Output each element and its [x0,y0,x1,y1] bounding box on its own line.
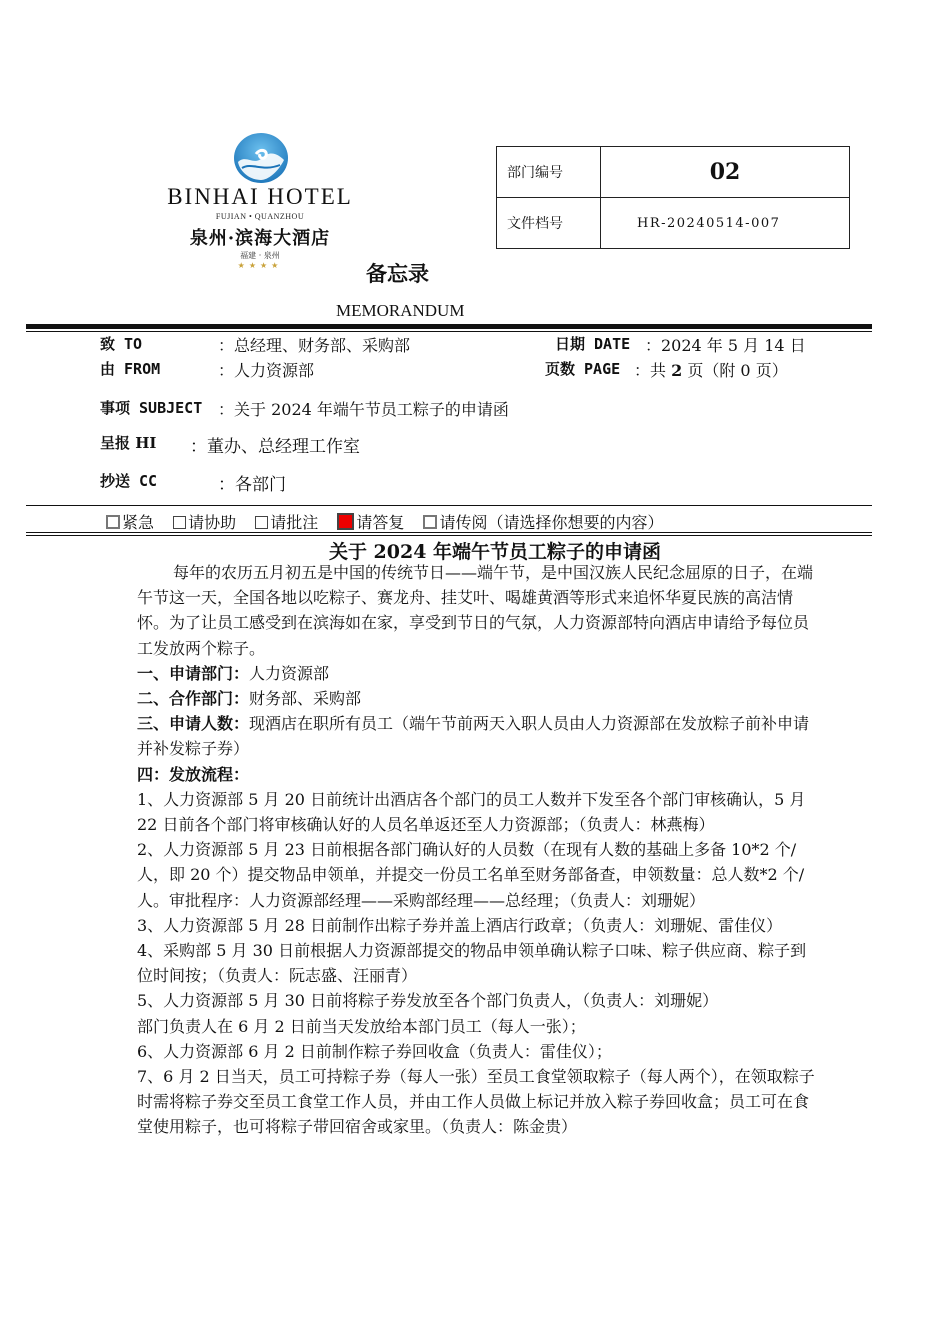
section-3-value: 现酒店在职所有员工（端午节前两天入职人员由人力资源部在发放粽子前补申请并补发粽子券） [137,714,810,759]
cc-row [100,470,157,491]
page-row [545,358,620,379]
option-urgent[interactable] [106,513,154,532]
section-1 [137,661,817,686]
options-rule-top [26,505,872,506]
date-label: 日期 DATE [555,335,631,353]
option-approve[interactable] [255,513,318,532]
section-2-label: 二、合作部门： [137,689,250,709]
header-rule-top [26,324,872,329]
assist-checkbox[interactable] [173,516,186,529]
section-2-value: 财务部、采购部 [249,689,362,709]
header-rule-top-thin [26,331,872,332]
dept-number-label: 部门编号 [497,147,601,198]
option-circulate[interactable] [423,513,663,532]
section-4-label: 四：发放流程： [137,764,250,784]
section-3-label: 三、申请人数： [137,714,250,734]
section-2 [137,686,817,711]
reference-table [496,146,850,249]
action-options [106,510,677,533]
logo-chinese-name: 泉州·滨海大酒店 [189,228,331,249]
subject-value: ：关于 2024 年端午节员工粽子的申请函 [218,400,509,419]
intro-paragraph: 每年的农历五月初五是中国的传统节日——端午节，是中国汉族人民纪念屈原的日子，在端午节这一天，全国各地以吃粽子、赛龙舟、挂艾叶、喝雄黄酒等形式来追怀华夏民族的高洁情怀。为了让员工感受到在滨海如在家，享受到节日的气氛，人力资源部特向酒店申请给予每位员工发放两个粽子。 [137,563,814,658]
memo-title-en: MEMORANDUM [336,301,465,320]
reply-checkbox-checked[interactable] [337,513,354,530]
logo-brand-text: BINHAI HOTEL [167,184,353,209]
page-count: 2 [671,361,683,380]
process-item: 4、采购部 5 月 30 日前根据人力资源部提交的物品申领单确认粽子口味、粽子供应商、粽子到位时间按；（负责人：阮志盛、汪丽青） [137,941,807,986]
approve-label: 请批注 [270,513,319,532]
process-item: 5、人力资源部 5 月 30 日前将粽子券发放至各个部门负责人，（负责人：刘珊妮） [137,991,719,1011]
process-item: 6、人力资源部 6 月 2 日前制作粽子券回收盒（负责人：雷佳仪）； [137,1041,612,1061]
section-1-label: 一、申请部门： [137,663,250,683]
to-value: ：总经理、财务部、采购部 [218,336,411,355]
process-item: 部门负责人在 6 月 2 日前当天发放给本部门员工（每人一张）； [137,1016,586,1036]
subject-label: 事项 SUBJECT [100,399,203,417]
hi-label: 呈报 HI [100,434,157,452]
process-item: 1、人力资源部 5 月 20 日前统计出酒店各个部门的员工人数并下发至各个部门审核确认，5 月 22 日前各个部门将审核确认好的人员名单返还至人力资源部；（负责人：林燕梅） [137,789,806,835]
hotel-logo [160,132,360,282]
cc-value: ：各部门 [218,475,286,495]
to-label: 致 TO [100,335,143,353]
dept-number-value: 02 [601,147,850,198]
to-row [100,333,142,354]
from-row [100,358,160,379]
options-rule-bottom-2 [26,535,872,536]
date-row [555,333,630,354]
logo-subtitle: FUJIAN • QUANZHOU [215,212,305,221]
option-assist[interactable] [173,513,236,532]
assist-label: 请协助 [188,513,237,532]
circulate-label: 请传阅（请选择你想要的内容） [439,513,664,532]
subject-row [100,397,202,418]
option-reply[interactable] [337,513,404,532]
process-item: 7、6 月 2 日当天，员工可持粽子券（每人一张）至员工食堂领取粽子（每人两个），在领取粽子时需将粽子券交至员工食堂工作人员，并由工作人员做上标记并放入粽子券回收盒；员工可在食堂使用粽子，也可将粽子带回宿舍或家里。（负责人：陈金贵） [137,1067,815,1137]
process-item: 3、人力资源部 5 月 28 日前制作出粽子券并盖上酒店行政章；（负责人：刘珊妮、雷佳仪） [137,915,783,935]
memo-title-cn: 备忘录 [366,261,429,286]
page-value [634,358,788,381]
section-3 [137,711,817,761]
wave-logo-icon [232,132,290,184]
from-label: 由 FROM [100,360,161,378]
body-title: 关于 2024 年端午节员工粽子的申请函 [328,541,662,563]
process-item: 2、人力资源部 5 月 23 日前根据各部门确认好的人员数（在现有人数的基础上多备 10*2 个/人，即 20 个）提交物品申领单，并提交一份员工名单至财务部备查，申领数量：总人数*2 个/人。审批程序：人力资源部经理——采购部经理——总经理；（负责人：刘珊妮） [137,840,805,910]
hi-row [100,432,156,453]
ref-row-dept [497,147,850,198]
date-value: ：2024 年 5 月 14 日 [645,336,806,355]
urgent-label: 紧急 [122,513,155,532]
approve-checkbox[interactable] [255,516,268,529]
options-rule-bottom-1 [26,532,872,533]
page-value-pre: ：共 [634,361,667,380]
reply-label: 请答复 [356,513,405,532]
logo-location: 福建 · 泉州 [240,251,280,260]
cc-label: 抄送 CC [100,472,158,490]
star-rating-icon: ★★★★ [237,261,283,270]
file-number-label: 文件档号 [497,198,601,249]
file-number-value: HR-20240514-007 [601,198,850,249]
memo-body [137,560,817,1140]
page-value-post: 页（附 0 页） [687,361,788,380]
circulate-checkbox[interactable] [423,515,437,529]
section-1-value: 人力资源部 [249,663,330,683]
ref-row-file [497,198,850,249]
from-value: ：人力资源部 [218,361,315,380]
urgent-checkbox[interactable] [106,515,120,529]
page-label: 页数 PAGE [545,360,621,378]
hi-value: ：董办、总经理工作室 [190,437,360,457]
